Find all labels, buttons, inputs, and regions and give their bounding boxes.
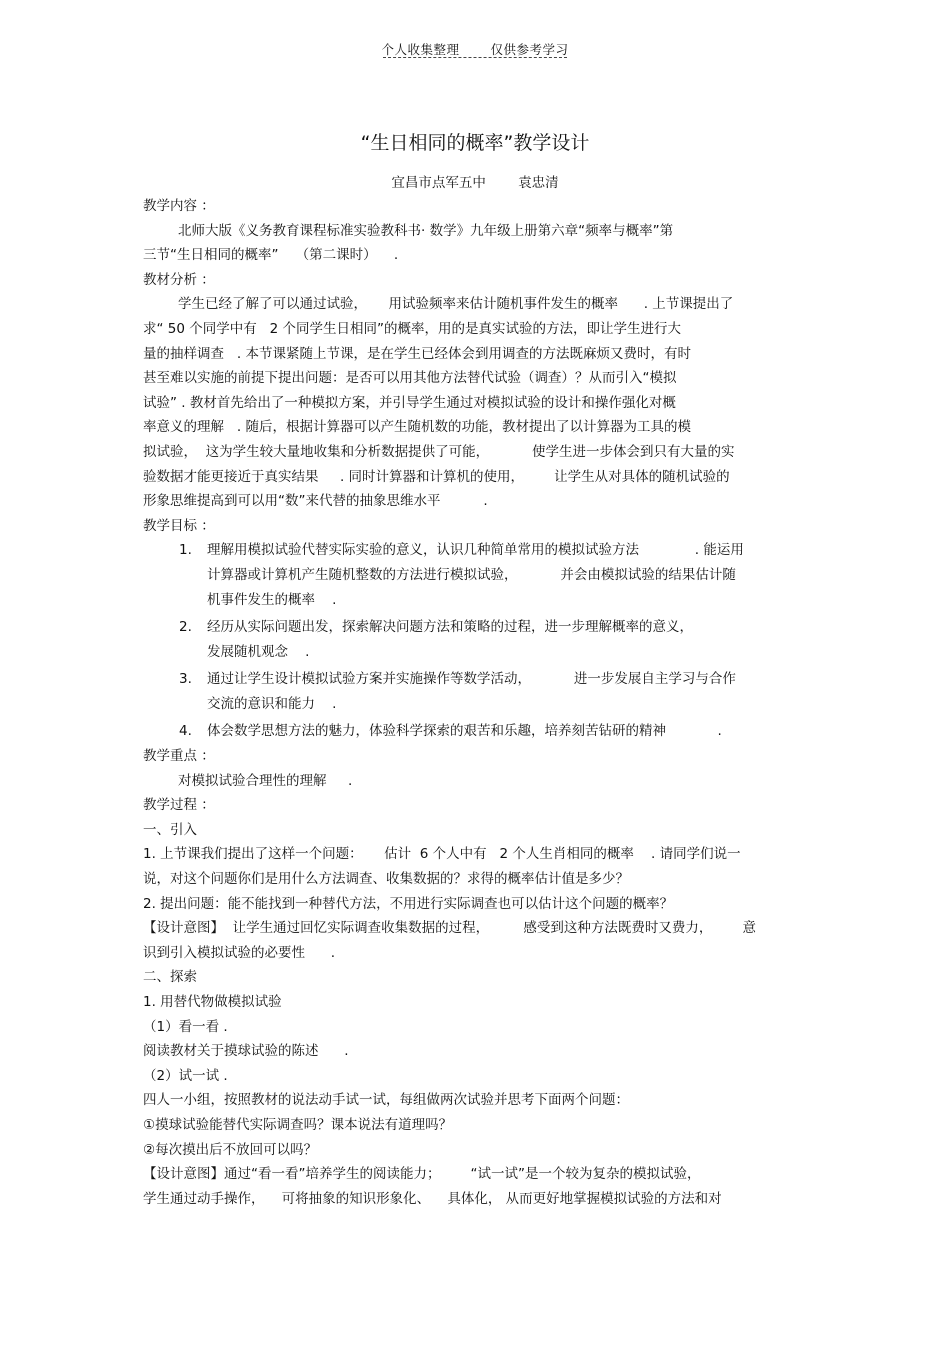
- teaching-goals-list: [143, 538, 808, 744]
- text-line: 教学重点 ：: [143, 748, 215, 765]
- text-line: 2. 提出问题：能不能找到一种替代方法，不用进行实际调查也可以估计这个问题的概率？: [143, 895, 674, 912]
- text-line: 教学过程 ：: [143, 797, 215, 814]
- body-section-intro: [143, 194, 808, 538]
- text-line: 【设计意图】通过“看一看”培养学生的阅读能力； “试一试”是一个较为复杂的模拟试验，: [143, 1166, 701, 1183]
- text-line: 量的抽样调查 . 本节课紧随上节课，是在学生已经体会到用调查的方法既麻烦又费时，有时: [143, 345, 691, 362]
- text-line: ①摸球试验能替代实际调查吗？课本说法有道理吗？: [143, 1116, 453, 1133]
- text-line: 四人一小组，按照教材的说法动手试一试，每组做两次试验并思考下面两个问题：: [143, 1092, 629, 1109]
- text-line: 求“ 50 个同学中有 2 个同学生日相同”的概率，用的是真实试验的方法，即让学生进行大: [143, 320, 682, 337]
- goal-text: 发展随机观念 .: [207, 643, 310, 660]
- text-line: 识到引入模拟试验的必要性 .: [143, 944, 336, 961]
- goal-text: 通过让学生设计模拟试验方案并实施操作等数学活动， 进一步发展自主学习与合作: [207, 671, 736, 688]
- text-line: 拟试验， 这为学生较大量地收集和分析数据提供了可能， 使学生进一步体会到只有大量的实: [143, 443, 735, 460]
- text-line: 教材分析 ：: [143, 271, 215, 288]
- text-line: 教学内容 ：: [143, 198, 215, 214]
- text-line: 二、探索: [143, 969, 197, 986]
- goal-text: 体会数学思想方法的魅力，体验科学探索的艰苦和乐趣，培养刻苦钻研的精神 .: [207, 723, 722, 740]
- text-line: 三节“生日相同的概率” （第二课时） .: [143, 247, 399, 264]
- document-body: [143, 194, 808, 1211]
- goal-line: [143, 615, 808, 640]
- text-line: 学生通过动手操作， 可将抽象的知识形象化、 具体化， 从而更好地掌握模拟试验的方法和对: [143, 1190, 722, 1207]
- text-line: 1. 上节课我们提出了这样一个问题： 估计 6 个人中有 2 个人生肖相同的概率 . 请同学们说一: [143, 846, 741, 863]
- text-line: 说，对这个问题你们是用什么方法调查、收集数据的？求得的概率估计值是多少？: [143, 871, 629, 888]
- goal-line: [143, 692, 808, 717]
- text-line: 形象思维提高到可以用“数”来代替的抽象思维水平 .: [143, 493, 488, 510]
- goal-text: 机事件发生的概率 .: [207, 591, 337, 608]
- goal-text: 交流的意识和能力 .: [207, 695, 337, 712]
- goal-text: 计算器或计算机产生随机整数的方法进行模拟试验， 并会由模拟试验的结果估计随: [207, 566, 736, 583]
- text-line: 【设计意图】 让学生通过回忆实际调查收集数据的过程， 感受到这种方法既费时又费力， 意: [143, 920, 756, 937]
- text-line: 阅读教材关于摸球试验的陈述 .: [143, 1043, 349, 1060]
- text-line: 学生已经了解了可以通过试验， 用试验频率来估计随机事件发生的概率 . 上节课提出了: [178, 296, 734, 313]
- goal-text: 理解用模拟试验代替实际实验的意义，认识几种简单常用的模拟试验方法 . 能运用: [207, 542, 744, 559]
- goal-line: [143, 538, 808, 563]
- text-line: 1. 用替代物做模拟试验: [143, 994, 282, 1010]
- goal-line: [143, 588, 808, 613]
- goal-line: [143, 640, 808, 665]
- goal-line: [143, 667, 808, 692]
- text-line: 率意义的理解 . 随后，根据计算器可以产生随机数的功能，教材提出了以计算器为工具的模: [143, 419, 691, 436]
- text-line: 教学目标 ：: [143, 517, 215, 534]
- header-right-text: 仅供参考学习: [490, 42, 569, 57]
- text-line: 对模拟试验合理性的理解 .: [178, 772, 353, 789]
- text-line: 试验” . 教材首先给出了一种模拟方案，并引导学生通过对模拟试验的设计和操作强化对概: [143, 394, 676, 411]
- goal-number: 1.: [179, 542, 192, 559]
- goal-line: [143, 719, 808, 744]
- text-line: 北师大版《义务教育课程标准实验教科书· 数学》九年级上册第六章“频率与概率”第: [178, 222, 674, 239]
- author-name: 袁忠清: [518, 175, 559, 191]
- header-left-text: 个人收集整理: [381, 42, 460, 57]
- header-rule: [383, 57, 567, 58]
- document-title: “生日相同的概率”教学设计: [360, 132, 590, 154]
- goal-number: 2.: [179, 619, 192, 636]
- body-section-process: [143, 744, 808, 1211]
- text-line: （1）看一看 .: [143, 1018, 228, 1035]
- text-line: ②每次摸出后不放回可以吗？: [143, 1141, 318, 1158]
- author-line: [0, 171, 950, 191]
- page-header: [0, 40, 950, 58]
- text-line: 验数据才能更接近于真实结果 . 同时计算器和计算机的使用， 让学生从对具体的随机试验的: [143, 468, 730, 485]
- text-line: （2）试一试 .: [143, 1067, 228, 1084]
- goal-line: [143, 563, 808, 588]
- goal-number: 4.: [179, 723, 192, 740]
- author-school: 宜昌市点军五中: [391, 175, 486, 191]
- goal-text: 经历从实际问题出发，探索解决问题方法和策略的过程，进一步理解概率的意义，: [207, 619, 693, 636]
- goal-number: 3.: [179, 671, 192, 688]
- text-line: 一、引入: [143, 821, 197, 838]
- text-line: 甚至难以实施的前提下提出问题：是否可以用其他方法替代试验（调查）？从而引入“模拟: [143, 370, 677, 387]
